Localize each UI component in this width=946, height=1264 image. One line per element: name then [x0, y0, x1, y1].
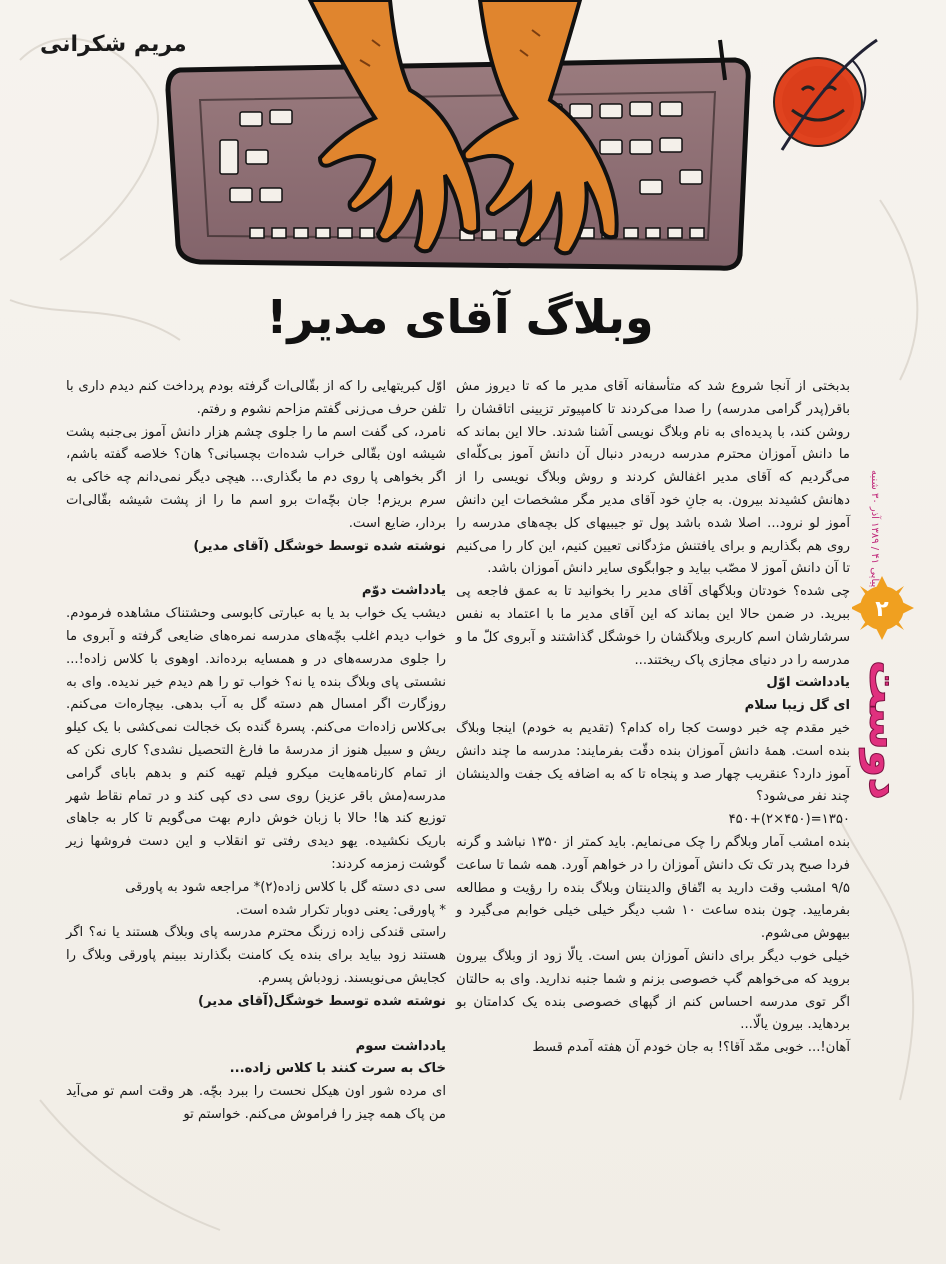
- author-name: مریم شکرانی: [40, 32, 187, 57]
- magazine-side-strip: [852, 440, 930, 800]
- paragraph: چی شده؟ خودتان وبلاگهای آقای مدیر را بخوانید تا به عمق فاجعه پی ببرید. در ضمن حالا این بماند که این آقای مدیر ما با اعتماد به نفس سرشارشان اسم کاربری وبلاگشان را خوشگل گذاشتند و آبروی کلّ ما و مدرسه را در دنیای مجازی پاک ریختند...: [456, 584, 850, 668]
- paragraph: بنده امشب آمار وبلاگم را چک می‌نمایم. باید کمتر از ۱۳۵۰ نباشد و گرنه فردا صبح پدر تک تک دانش آموزان را در خواهم آورد. همه شما تا ساعت ۹/۵ امشب وقت دارید به اتّفاق والدینتان وبلاگ بنده را رؤیت و مطالعه بفرمایید. چون بنده ساعت ۱۰ شب دیگر خیلی خیلی خوابم می‌گیرد و بیهوش می‌شوم.: [456, 834, 850, 942]
- section-heading: یادداشت دوّم: [361, 583, 446, 599]
- section-heading: نوشته شده توسط خوشگل (آقای مدیر): [193, 538, 446, 554]
- article-title: وبلاگ آقای مدیر!: [266, 290, 654, 344]
- paragraph: نامرد، کی گفت اسم ما را جلوی چشم هزار دانش آموز بی‌جنبه پشت شیشه اون بقّالی خراب شده‌ات بچسبانی؟ هان؟ خلاصه گفته باشم، اگر بخواهی پا روی دم ما بگذاری... هیچی دیگر نمی‌دانم چه خاکی به سرم بریزم! جان بچّه‌ات برو اسم ما را از پشت شیشه بقّالی‌ات بردار، ضایع است.: [66, 424, 446, 531]
- paragraph: آهان!... خوبی ممّد آقا؟! به جان خودم آن هفته آمدم قسط: [532, 1040, 850, 1056]
- section-heading: ای گل زیبا سلام: [744, 698, 850, 714]
- column-logo: [762, 30, 882, 160]
- paragraph: خیر مقدم چه خبر دوست کجا راه کدام؟ (تقدیم به خودم) اینجا وبلاگ بنده است. همهٔ دانش آموزان بنده دقّت بفرمایند: مدرسه ما چند دانش آموز دارد؟ عنقریب چهار صد و پنجاه تا که به اضافه یک جفت والدینشان چند نفر می‌شود؟: [456, 720, 850, 805]
- article-column-right: [456, 376, 850, 1060]
- keyboard-hands-illustration: [160, 0, 760, 280]
- issue-info: پیاپی ۴۱ / ۱۳۸۹ آذر ۳۰ شنبه: [869, 470, 880, 588]
- magazine-name: دوست: [859, 660, 910, 800]
- section-heading: یادداشت سوم: [355, 1038, 446, 1054]
- paragraph: اوّل کبریتهایی را که از بقّالی‌ات گرفته بودم پرداخت کنم دیدم داری با تلفن حرف می‌زنی گفتم مزاحم نشوم و رفتم.: [66, 379, 446, 417]
- section-heading: نوشته شده توسط خوشگل(آقای مدیر): [198, 993, 446, 1009]
- section-heading: خاک به سرت کنند با کلاس زاده...: [229, 1061, 446, 1077]
- spacer: [66, 558, 446, 580]
- paragraph: دیشب یک خواب بد یا به عبارتی کابوسی وحشتناک مشاهده فرمودم. خواب دیدم اغلب بچّه‌های مدرسه نمره‌های ضایعی گرفته و آبروی ما را جلوی مدرسه‌های در و همسایه برده‌اند. اوهوی با کلاس زاده!... نشستی پای وبلاگ بنده یا نه؟ خواب تو را هم دیدم خیر ندیده. وای به روزگارت اگر امسال هم دسته گل به آب بدهی. بیچاره‌ات می‌کنم. بی‌کلاس زاده‌ات می‌کنم. پسرهٔ گنده بک خجالت نمی‌کشی با یک کیلو ریش و سبیل هنوز از مدرسهٔ ما فارغ التحصیل نشدی؟ کاری نکن که از تمام کارنامه‌هایت میکرو فیلم تهیه کنم و بدهم بابای گرامی مدرسه(مش باقر عزیز) روی سی دی کپی کند و در تمام نقاط شهر توزیع کند ها! حالا با زبان خوش دارم بهت می‌گویم تا کار به جاهای باریک نکشیده. یهو دیدی رفتی تو انقلاب و این دست فروشها زیر گوشت زمزمه کردند:: [66, 606, 446, 872]
- paragraph: خیلی خوب دیگر برای دانش آموزان بس است. یالّا زود از وبلاگ بیرون بروید که می‌خواهم گپ خصوصی بزنم و شما جنبه ندارید. وای به حالتان اگر توی مدرسه احساس کنم از گپهای خصوصی بنده یک کدامتان بو بردهاید. بیرون یالّا...: [456, 948, 850, 1033]
- spacer: [66, 1014, 446, 1036]
- section-heading: یادداشت اوّل: [766, 675, 850, 691]
- paragraph: ۱۳۵۰=(۴۵۰×۲)+۴۵۰: [728, 812, 850, 828]
- paragraph: بدبختی از آنجا شروع شد که متأسفانه آقای مدیر ما که تا دیروز مش باقر(پدر گرامی مدرسه) را صدا می‌کردند تا کامپیوتر تزیینی اتاقشان را روشن کند، با پدیده‌ای به نام وبلاگ نویسی آشنا شدند. حالا این بماند که ما دانش آموزان محترم مدرسه دربه‌در دنبال آن دانش آموز بی‌کلّه‌ای می‌گردیم که آقای مدیر اغفالش کردند و روش وبلاگ نویسی را از دهانش کشیدند بیرون. به جانِ خود آقای مدیر مگر مشخصات این دانش آموز لو نرود... اصلا شده باشد پول تو جیبیهای کل بچه‌های مدرسه را روی هم بگذاریم و برای یافتنش مژدگانی تعیین کنیم، این کار را می‌کنیم تا آن دانش آموز لا مصّب بیاید و جوابگوی سایر دانش آموزان باشد.: [456, 379, 850, 577]
- article-column-left: [66, 376, 446, 1127]
- issue-number: ۲: [875, 597, 889, 622]
- paragraph: راستی قندکی زاده زرنگ محترم مدرسه پای وبلاگ هستند یا نه؟ اگر هستند زود بیاید برای بنده یک کامنت بگذارند ببینم پاورقی وبلاگ را کجایش می‌نویسند. زودباش پسرم.: [66, 925, 446, 986]
- paragraph: سی دی دسته گل با کلاس زاده(۲)* مراجعه شود به پاورقی: [125, 879, 446, 895]
- paragraph: ای مرده شور اون هیکل نحست را ببرد بچّه. هر وقت اسم تو می‌آید من پاک همه چیز را فراموش می‌کنم. خواستم تو: [66, 1084, 446, 1122]
- paragraph: * پاورقی: یعنی دوبار تکرار شده است.: [235, 902, 446, 918]
